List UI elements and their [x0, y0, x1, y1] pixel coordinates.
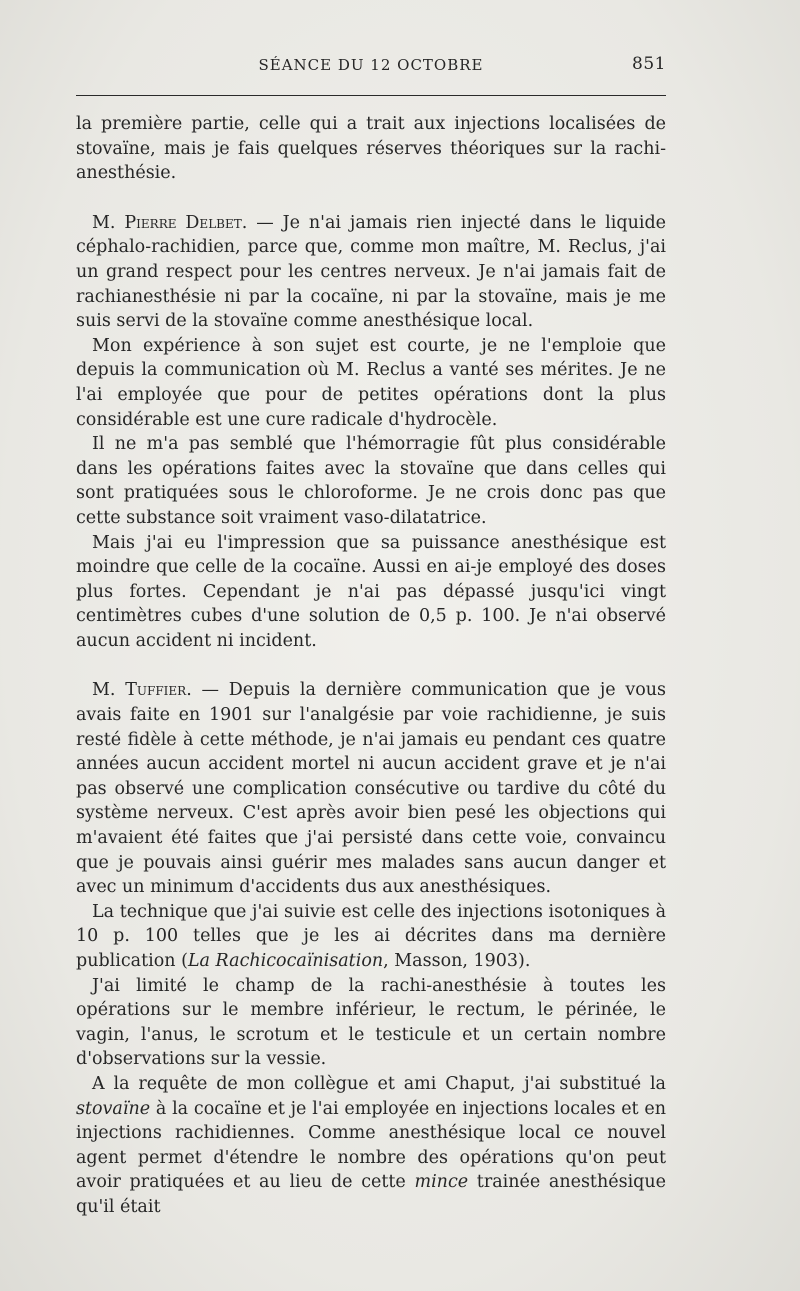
emphasis: mince	[414, 1172, 469, 1193]
paragraph	[76, 974, 666, 1072]
text-segment: — Je n'ai jamais rien injecté dans le liquide céphalo-rachidien, parce que, comme mon maître, M. Reclus, j'ai un grand respect pour les centres nerveux. Je n'ai jamais fait de rachianesthésie ni par la cocaïne, ni par la stovaïne, mais je me suis servi de la stovaïne comme anesthésique local.	[76, 212, 666, 332]
text-segment: la première partie, celle qui a trait aux injections localisées de stovaïne, mais je fais quelques réserves théoriques sur la rachi-anesthésie.	[76, 114, 666, 184]
text-segment: A la requête de mon collègue et ami Chaput, j'ai substitué la	[92, 1073, 666, 1094]
paragraph	[76, 531, 666, 654]
running-head	[76, 56, 666, 80]
paragraph	[76, 900, 666, 974]
paragraph	[76, 334, 666, 432]
page-number: 851	[632, 54, 666, 74]
text-segment: Il ne m'a pas semblé que l'hémorragie fût plus considérable dans les opérations faites avec la stovaïne que dans celles qui sont pratiquées sous le chloroforme. Je ne crois donc pas que cette substance soit vraiment vaso-dilatatrice.	[76, 434, 666, 528]
speaker-name: Pierre Delbet.	[124, 212, 248, 233]
text-segment: trainée anesthésique qu'il était	[76, 1172, 667, 1217]
header-rule	[76, 95, 666, 96]
text-segment: M.	[92, 212, 125, 233]
paragraph	[76, 1072, 666, 1220]
book-title: La Rachicocaïnisation	[187, 951, 384, 971]
paragraph-tuffier-intro	[76, 678, 666, 899]
text-segment: La technique que j'ai suivie est celle des injections isotoniques à 10 p. 100 telles que je les ai décrites dans ma dernière publication (	[76, 901, 666, 971]
text-segment: Mais j'ai eu l'impression que sa puissance anesthésique est moindre que celle de la cocaïne. Aussi en ai-je employé des doses plus fortes. Cependant je n'ai pas dépassé jusqu'ici vingt centimètres cubes d'une solution de 0,5 p. 100. Je n'ai observé aucun accident ni incident.	[76, 532, 666, 651]
text-segment: à la cocaïne et je l'ai employée en injections locales et en injections rachidiennes. Comme anesthésique local ce nouvel agent permet d'étendre le nombre des opérations qu'on peut avoir pratiquées et au lieu de cette	[76, 1098, 666, 1193]
speaker-name: Tuffier.	[125, 680, 192, 701]
body-text	[76, 112, 666, 1220]
text-segment: J'ai limité le champ de la rachi-anesthésie à toutes les opérations sur le membre inférieur, le rectum, le périnée, le vagin, l'anus, le scrotum et le testicule et un certain nombre d'observations sur la vessie.	[76, 975, 666, 1070]
paragraph	[76, 432, 666, 530]
paragraph-continuation	[76, 112, 666, 186]
text-segment: M.	[92, 680, 126, 701]
text-segment: — Depuis la dernière communication que je vous avais faite en 1901 sur l'analgésie par voie rachidienne, je suis resté fidèle à cette méthode, je n'ai jamais eu pendant ces quatre années aucun accident mortel ni aucun accident grave et je n'ai pas observé une complication consécutive ou tardive du côté du système nerveux. C'est après avoir bien pesé les objections qui m'avaient été faites que j'ai persisté dans cette voie, convaincu que je pouvais ainsi guérir mes malades sans aucun danger et avec un minimum d'accidents dus aux anesthésiques.	[76, 680, 667, 898]
emphasis: stovaïne	[76, 1098, 151, 1119]
text-segment: Mon expérience à son sujet est courte, je ne l'emploie que depuis la communication où M. Reclus a vanté ses mérites. Je ne l'ai employée que pour de petites opérations dont la plus considérable est une cure radicale d'hydrocèle.	[76, 335, 666, 430]
text-segment: , Masson, 1903).	[383, 951, 531, 971]
running-title: SÉANCE DU 12 OCTOBRE	[258, 56, 484, 74]
paragraph-delbet-intro	[76, 211, 666, 334]
